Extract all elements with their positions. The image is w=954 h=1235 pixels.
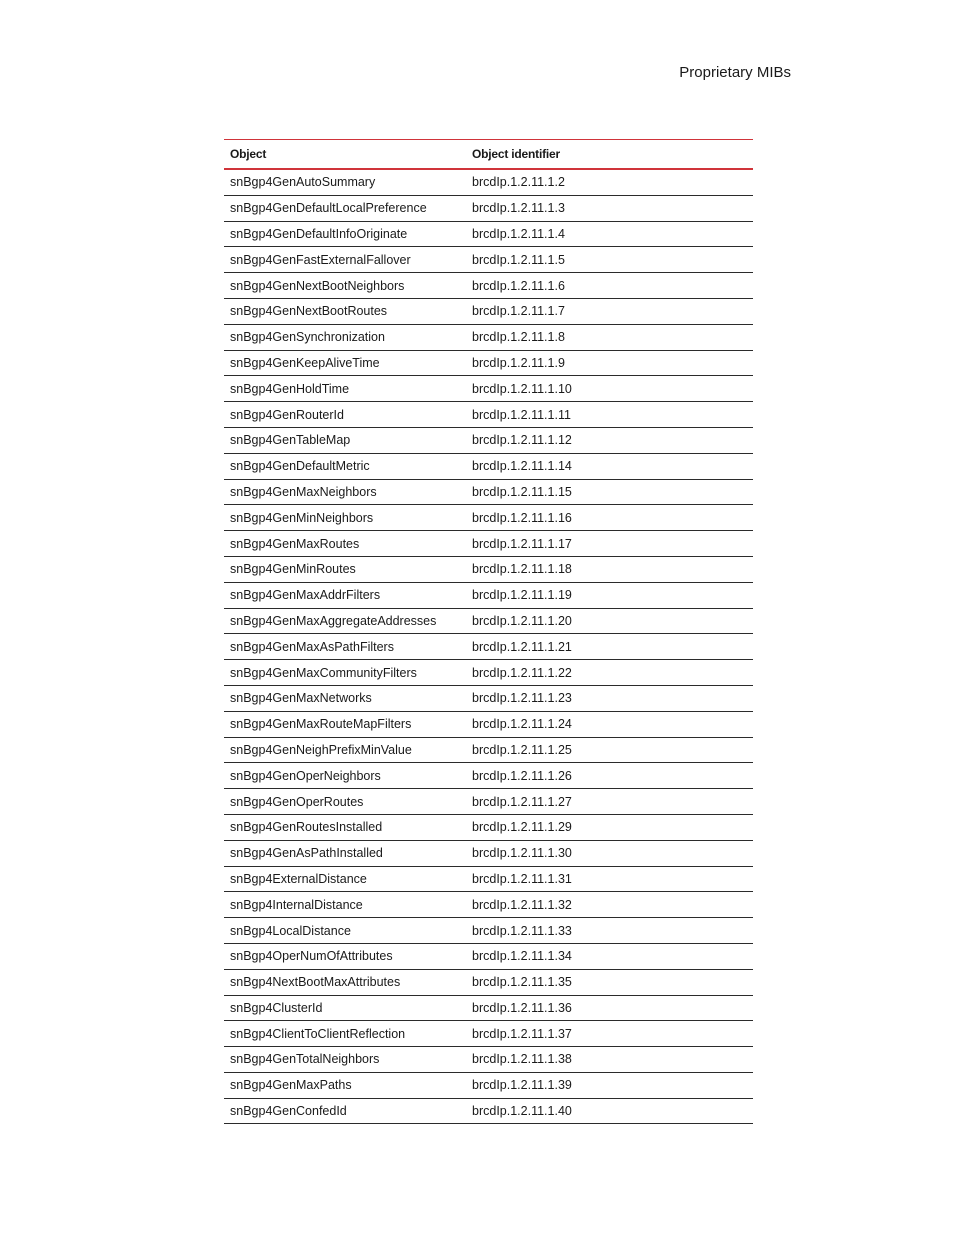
cell-object-name: snBgp4ClientToClientReflection [224,1021,466,1047]
cell-object-identifier: brcdIp.1.2.11.1.4 [466,221,753,247]
cell-object-name: snBgp4InternalDistance [224,892,466,918]
cell-object-name: snBgp4GenAsPathInstalled [224,840,466,866]
table-row [224,298,753,324]
cell-object-identifier: brcdIp.1.2.11.1.35 [466,969,753,995]
cell-object-identifier: brcdIp.1.2.11.1.19 [466,582,753,608]
table-row [224,943,753,969]
table-row [224,685,753,711]
cell-object-name: snBgp4GenDefaultInfoOriginate [224,221,466,247]
cell-object-identifier: brcdIp.1.2.11.1.8 [466,324,753,350]
cell-object-name: snBgp4GenKeepAliveTime [224,350,466,376]
cell-object-name: snBgp4GenMaxNetworks [224,685,466,711]
cell-object-name: snBgp4GenNeighPrefixMinValue [224,737,466,763]
table-row [224,1098,753,1124]
table-row [224,1047,753,1073]
cell-object-identifier: brcdIp.1.2.11.1.38 [466,1047,753,1073]
column-header-object-identifier: Object identifier [466,140,753,170]
cell-object-identifier: brcdIp.1.2.11.1.37 [466,1021,753,1047]
cell-object-identifier: brcdIp.1.2.11.1.36 [466,995,753,1021]
table-row [224,789,753,815]
cell-object-name: snBgp4GenFastExternalFallover [224,247,466,273]
table-row [224,969,753,995]
cell-object-identifier: brcdIp.1.2.11.1.26 [466,763,753,789]
cell-object-name: snBgp4GenNextBootNeighbors [224,273,466,299]
cell-object-name: snBgp4GenMaxRouteMapFilters [224,711,466,737]
cell-object-name: snBgp4GenMaxAggregateAddresses [224,608,466,634]
cell-object-identifier: brcdIp.1.2.11.1.20 [466,608,753,634]
table-row [224,1072,753,1098]
cell-object-name: snBgp4NextBootMaxAttributes [224,969,466,995]
cell-object-identifier: brcdIp.1.2.11.1.5 [466,247,753,273]
table-row [224,608,753,634]
table-header-row [224,140,753,170]
cell-object-identifier: brcdIp.1.2.11.1.15 [466,479,753,505]
table-row [224,247,753,273]
mib-object-table [224,139,753,1124]
cell-object-name: snBgp4GenAutoSummary [224,169,466,195]
cell-object-identifier: brcdIp.1.2.11.1.12 [466,427,753,453]
cell-object-identifier: brcdIp.1.2.11.1.7 [466,298,753,324]
table-row [224,402,753,428]
table-row [224,814,753,840]
column-header-object: Object [224,140,466,170]
cell-object-identifier: brcdIp.1.2.11.1.16 [466,505,753,531]
cell-object-name: snBgp4GenMaxRoutes [224,531,466,557]
cell-object-name: snBgp4GenOperNeighbors [224,763,466,789]
table-row [224,350,753,376]
cell-object-name: snBgp4OperNumOfAttributes [224,943,466,969]
table-row [224,169,753,195]
cell-object-identifier: brcdIp.1.2.11.1.10 [466,376,753,402]
cell-object-name: snBgp4GenMaxNeighbors [224,479,466,505]
cell-object-identifier: brcdIp.1.2.11.1.21 [466,634,753,660]
table-row [224,660,753,686]
cell-object-identifier: brcdIp.1.2.11.1.22 [466,660,753,686]
cell-object-name: snBgp4GenNextBootRoutes [224,298,466,324]
cell-object-identifier: brcdIp.1.2.11.1.34 [466,943,753,969]
table-row [224,737,753,763]
cell-object-identifier: brcdIp.1.2.11.1.9 [466,350,753,376]
table-row [224,376,753,402]
cell-object-identifier: brcdIp.1.2.11.1.23 [466,685,753,711]
cell-object-name: snBgp4GenTableMap [224,427,466,453]
table-row [224,840,753,866]
table-row [224,582,753,608]
cell-object-name: snBgp4GenTotalNeighbors [224,1047,466,1073]
cell-object-name: snBgp4GenDefaultLocalPreference [224,195,466,221]
cell-object-name: snBgp4GenMaxCommunityFilters [224,660,466,686]
table-row [224,995,753,1021]
cell-object-name: snBgp4GenDefaultMetric [224,453,466,479]
cell-object-name: snBgp4GenMaxPaths [224,1072,466,1098]
table-row [224,273,753,299]
cell-object-identifier: brcdIp.1.2.11.1.14 [466,453,753,479]
table-row [224,918,753,944]
cell-object-name: snBgp4GenRouterId [224,402,466,428]
table-row [224,505,753,531]
cell-object-name: snBgp4ClusterId [224,995,466,1021]
cell-object-identifier: brcdIp.1.2.11.1.2 [466,169,753,195]
table-row [224,556,753,582]
cell-object-identifier: brcdIp.1.2.11.1.24 [466,711,753,737]
cell-object-identifier: brcdIp.1.2.11.1.32 [466,892,753,918]
table-row [224,531,753,557]
table-row [224,763,753,789]
cell-object-identifier: brcdIp.1.2.11.1.17 [466,531,753,557]
table-row [224,427,753,453]
cell-object-name: snBgp4GenConfedId [224,1098,466,1124]
cell-object-name: snBgp4ExternalDistance [224,866,466,892]
cell-object-name: snBgp4GenRoutesInstalled [224,814,466,840]
cell-object-identifier: brcdIp.1.2.11.1.25 [466,737,753,763]
table-row [224,324,753,350]
cell-object-identifier: brcdIp.1.2.11.1.31 [466,866,753,892]
cell-object-identifier: brcdIp.1.2.11.1.29 [466,814,753,840]
cell-object-identifier: brcdIp.1.2.11.1.11 [466,402,753,428]
table-row [224,866,753,892]
cell-object-name: snBgp4GenMinNeighbors [224,505,466,531]
table-row [224,634,753,660]
page-header-section-title: Proprietary MIBs [679,64,791,81]
cell-object-name: snBgp4GenSynchronization [224,324,466,350]
cell-object-identifier: brcdIp.1.2.11.1.40 [466,1098,753,1124]
cell-object-identifier: brcdIp.1.2.11.1.39 [466,1072,753,1098]
cell-object-name: snBgp4GenMaxAddrFilters [224,582,466,608]
cell-object-identifier: brcdIp.1.2.11.1.3 [466,195,753,221]
cell-object-name: snBgp4GenOperRoutes [224,789,466,815]
table-row [224,892,753,918]
cell-object-identifier: brcdIp.1.2.11.1.6 [466,273,753,299]
cell-object-name: snBgp4GenMinRoutes [224,556,466,582]
cell-object-identifier: brcdIp.1.2.11.1.27 [466,789,753,815]
cell-object-identifier: brcdIp.1.2.11.1.30 [466,840,753,866]
cell-object-identifier: brcdIp.1.2.11.1.18 [466,556,753,582]
table-row [224,453,753,479]
cell-object-name: snBgp4LocalDistance [224,918,466,944]
table-row [224,221,753,247]
cell-object-name: snBgp4GenHoldTime [224,376,466,402]
table-row [224,195,753,221]
table-row [224,479,753,505]
cell-object-name: snBgp4GenMaxAsPathFilters [224,634,466,660]
cell-object-identifier: brcdIp.1.2.11.1.33 [466,918,753,944]
table-header [224,140,753,170]
table-row [224,1021,753,1047]
table-body [224,169,753,1124]
table-row [224,711,753,737]
